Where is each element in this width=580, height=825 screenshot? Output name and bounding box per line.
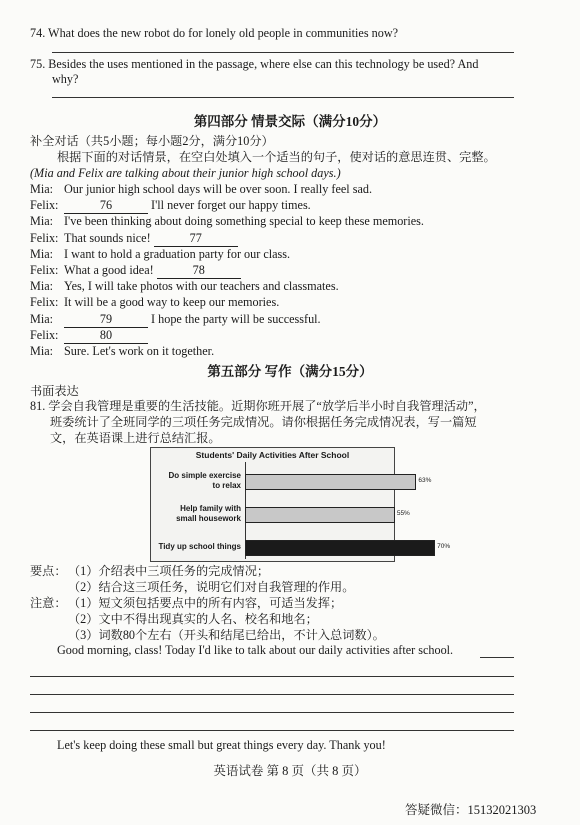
speaker-label: Felix: xyxy=(30,295,59,310)
chart-bar xyxy=(245,540,435,556)
speaker-label: Felix: xyxy=(30,327,59,342)
part4-subtitle: 补全对话（共5小题；每小题2分，满分10分） xyxy=(30,134,274,148)
speaker-label: Mia: xyxy=(30,279,54,294)
part4-scenario: (Mia and Felix are talking about their junior high school days.) xyxy=(30,166,341,180)
dialogue-line xyxy=(30,198,311,214)
essay-opening: Good morning, class! Today I'd like to talk about our daily activities after school. xyxy=(57,643,454,657)
note-3: （3）词数80个左右（开头和结尾已给出，不计入总词数）。 xyxy=(68,628,385,642)
point-2: （2）结合这三项任务，说明它们对自我管理的作用。 xyxy=(68,580,355,594)
chart-title: Students' Daily Activities After School xyxy=(195,450,350,460)
chart-category-text: Help family with xyxy=(180,504,241,513)
question-81-line1: 81. 学会自我管理是重要的生活技能。近期你班开展了“放学后半小时自我管理活动”， xyxy=(30,399,486,413)
essay-line-2[interactable] xyxy=(30,694,514,695)
chart-bar xyxy=(245,474,416,490)
dialogue-line xyxy=(30,214,424,229)
speaker-label: Mia: xyxy=(30,344,54,358)
dialogue-line xyxy=(30,295,279,310)
question-75-line2: why? xyxy=(52,72,79,86)
chart-bar xyxy=(245,507,395,523)
dialogue-line xyxy=(30,247,290,262)
question-74: 74. What does the new robot do for lonely old people in communities now? xyxy=(30,26,399,40)
dialogue-text: Our junior high school days will be over soon. I really feel sad. xyxy=(64,182,373,196)
chart-category-label xyxy=(153,542,241,552)
dialogue-line xyxy=(30,328,148,344)
chart-value-label: 55% xyxy=(396,510,410,517)
speaker-label: Felix: xyxy=(30,263,59,277)
page-footer: 英语试卷 第 8 页（共 8 页） xyxy=(213,764,367,778)
answer-blank-80[interactable]: 80 xyxy=(64,328,148,344)
chart-category-label xyxy=(153,504,241,523)
essay-line-3[interactable] xyxy=(30,712,514,713)
dialogue-line xyxy=(30,231,238,247)
dialogue-text: I'll never forget our happy times. xyxy=(148,198,311,213)
points-label: 要点： xyxy=(30,564,67,578)
chart-category-text: Tidy up school things xyxy=(158,542,241,551)
question-81-line3: 文，在英语课上进行总结汇报。 xyxy=(50,431,221,445)
dialogue-text: I want to hold a graduation party for our class. xyxy=(64,246,291,261)
question-81-line2: 班委统计了全班同学的三项任务完成情况。请你根据任务完成情况表，写一篇短 xyxy=(50,415,477,429)
part5-heading: 第五部分 写作（满分15分） xyxy=(207,364,373,379)
dialogue-text: What a good idea! xyxy=(64,263,157,277)
speaker-label: Mia: xyxy=(30,311,54,326)
part4-instruction: 根据下面的对话情景，在空白处填入一个适当的句子，使对话的意思连贯、完整。 xyxy=(57,150,496,164)
dialogue-text: That sounds nice! xyxy=(64,230,154,245)
activities-bar-chart xyxy=(150,447,451,562)
speaker-label: Felix: xyxy=(30,198,59,213)
dialogue-line xyxy=(30,263,241,279)
dialogue-line xyxy=(30,279,339,294)
chart-category-text: small housework xyxy=(176,513,241,523)
essay-closing: Let's keep doing these small but great things every day. Thank you! xyxy=(57,738,386,752)
answer-blank-78[interactable]: 78 xyxy=(157,263,241,279)
answer-line-75[interactable] xyxy=(52,97,514,98)
dialogue-text: It will be a good way to keep our memories. xyxy=(64,295,280,310)
essay-opening-blank[interactable] xyxy=(480,657,514,658)
dialogue-line xyxy=(30,312,321,328)
essay-line-4[interactable] xyxy=(30,730,514,731)
answer-blank-77[interactable]: 77 xyxy=(154,231,238,247)
essay-line-1[interactable] xyxy=(30,676,514,677)
dialogue-text: I hope the party will be successful. xyxy=(148,311,321,326)
answer-blank-76[interactable]: 76 xyxy=(64,198,148,214)
chart-category-text: Do simple exercise xyxy=(168,471,241,480)
dialogue-text: I've been thinking about doing something special to keep these memories. xyxy=(64,214,424,229)
speaker-label: Mia: xyxy=(30,182,54,196)
notes-label: 注意： xyxy=(30,596,67,610)
part4-heading: 第四部分 情景交际（满分10分） xyxy=(193,114,387,129)
speaker-label: Mia: xyxy=(30,214,54,229)
point-1: （1）介绍表中三项任务的完成情况； xyxy=(68,564,270,578)
chart-category-text: to relax xyxy=(212,480,241,490)
contact-footer: 答疑微信：15132021303 xyxy=(405,803,537,817)
part5-subtitle: 书面表达 xyxy=(30,384,79,398)
note-1: （1）短文须包括要点中的所有内容，可适当发挥； xyxy=(68,596,343,610)
dialogue-line xyxy=(30,344,214,359)
dialogue-line xyxy=(30,182,372,197)
dialogue-text: Yes, I will take photos with our teachers and classmates. xyxy=(64,279,339,294)
chart-value-label: 63% xyxy=(418,477,432,484)
dialogue-text: Sure. Let's work on it together. xyxy=(64,344,215,358)
chart-category-label xyxy=(153,471,241,490)
answer-blank-79[interactable]: 79 xyxy=(64,312,148,328)
speaker-label: Felix: xyxy=(30,230,59,245)
note-2: （2）文中不得出现真实的人名、校名和地名； xyxy=(68,612,318,626)
answer-line-74[interactable] xyxy=(52,52,514,53)
chart-value-label: 70% xyxy=(437,543,451,550)
question-75-line1: 75. Besides the uses mentioned in the passage, where else can this technology be used? And xyxy=(30,57,479,71)
speaker-label: Mia: xyxy=(30,246,54,261)
